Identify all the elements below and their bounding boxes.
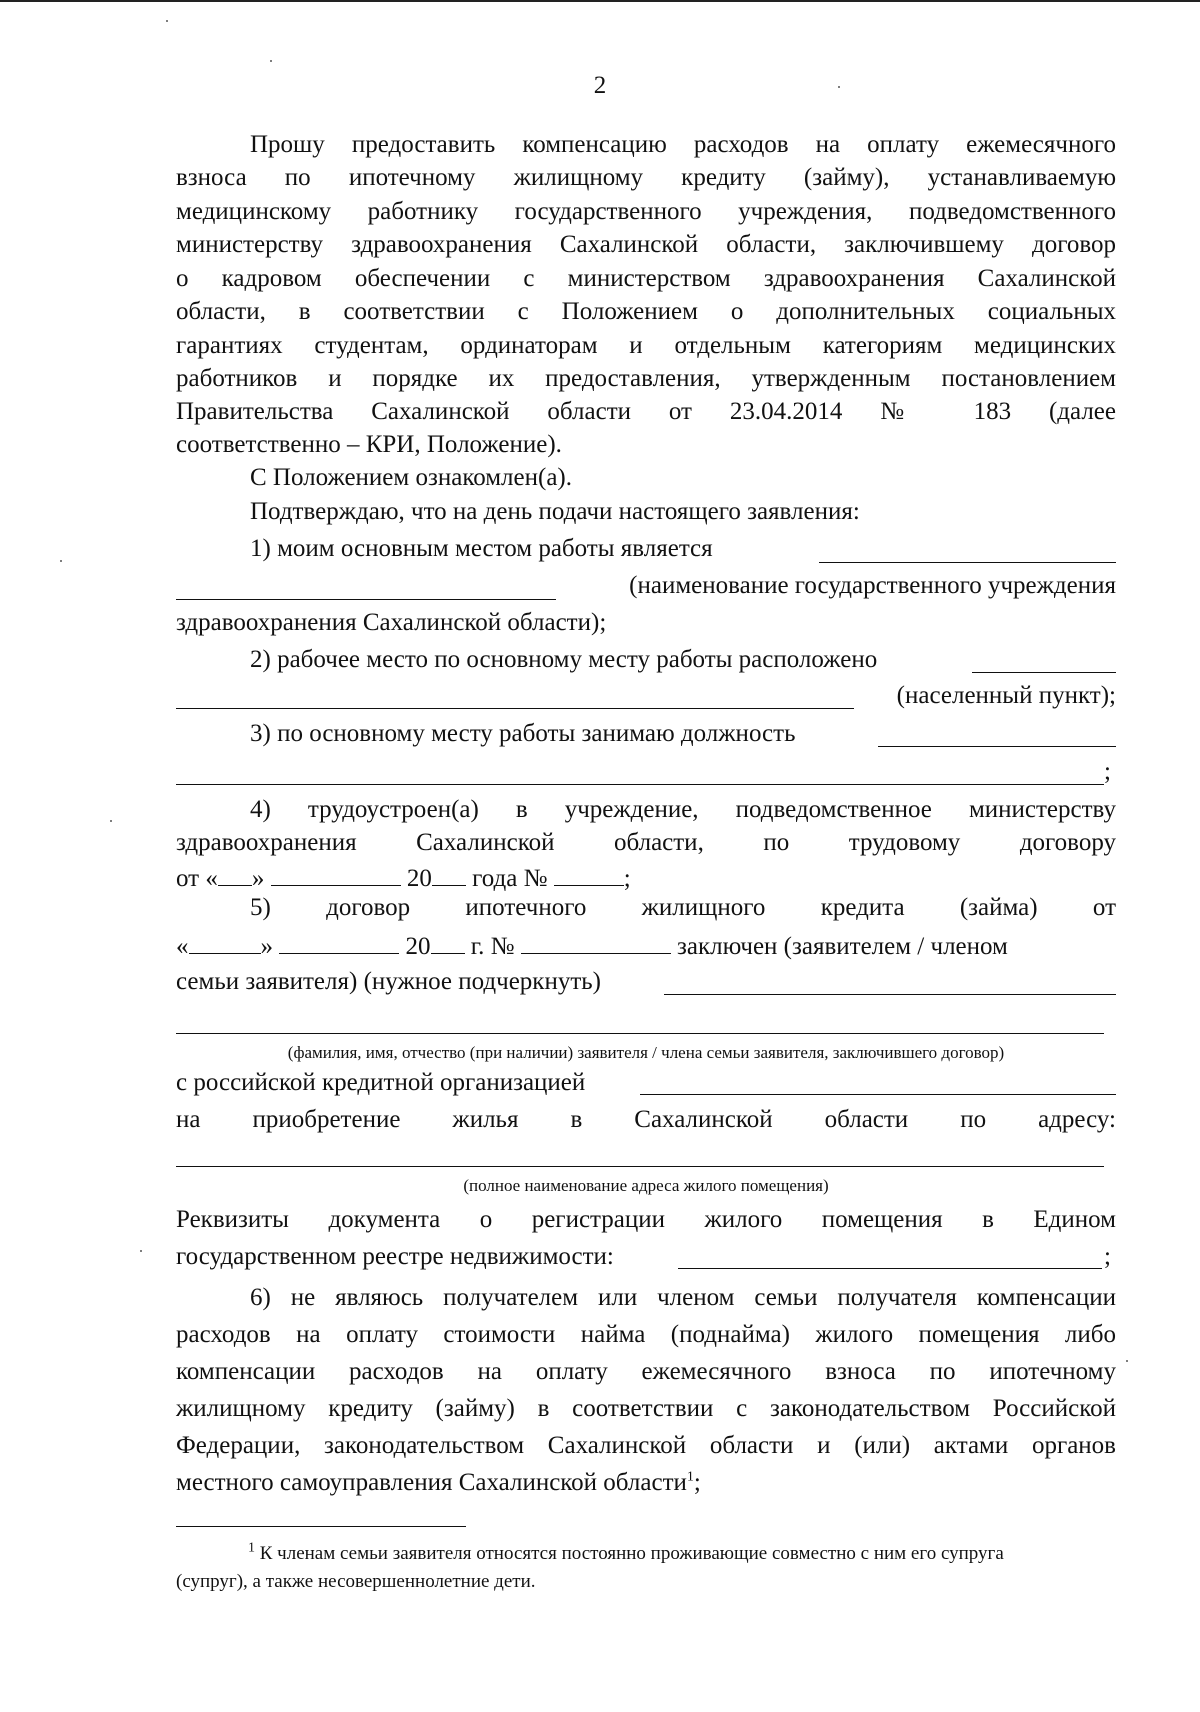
item5-line3: семьи заявителя) (нужное подчеркнуть) [176, 968, 601, 995]
borrower-name-caption: (фамилия, имя, отчество (при наличии) заявителя / члена семьи заявителя, заключившего договор) [287, 1043, 1005, 1062]
page-number: 2 [593, 72, 607, 99]
footnote-separator [176, 1526, 466, 1527]
contract-number-label: года № [472, 865, 548, 892]
intro-line: Правительства Сахалинской области от 23.04.2014 № 183 (далее [176, 398, 1116, 425]
item1-label: 1) моим основным местом работы является [250, 535, 713, 562]
item4-semicolon: ; [623, 865, 631, 892]
intro-line: взноса по ипотечному жилищному кредиту (займу), устанавливаемую [176, 164, 1116, 191]
item5-line1: 5) договор ипотечного жилищного кредита (займа) от [250, 894, 1116, 921]
item6-line: 6) не являюсь получателем или членом семьи получателя компенсации [250, 1284, 1116, 1311]
item1-line3: здравоохранения Сахалинской области); [176, 609, 607, 636]
intro-line: Прошу предоставить компенсацию расходов на оплату ежемесячного [250, 131, 1116, 158]
intro-line: гарантиях студентам, ординаторам и отдельным категориям медицинских [176, 332, 1116, 359]
item5-line2 [176, 929, 1116, 962]
footnote-line1 [248, 1540, 1116, 1568]
acquainted-text: С Положением ознакомлен(а). [250, 464, 572, 491]
intro-line: министерству здравоохранения Сахалинской области, заключившему договор [176, 231, 1116, 258]
item4-line2: здравоохранения Сахалинской области, по трудовому договору [176, 829, 1116, 856]
item6-line: местного самоуправления Сахалинской области [176, 1469, 687, 1496]
item6-semicolon: ; [693, 1469, 701, 1496]
purchase-line: на приобретение жилья в Сахалинской области по адресу: [176, 1106, 1116, 1133]
contract-day-field[interactable] [218, 861, 252, 886]
intro-line: области, в соответствии с Положением о дополнительных социальных [176, 298, 1116, 325]
item4-line3 [176, 861, 1116, 894]
scan-speck [140, 1250, 142, 1252]
property-address-field[interactable] [176, 1166, 1104, 1167]
position-field-continued[interactable] [176, 784, 1104, 785]
intro-line: медицинскому работнику государственного учреждения, подведомственного [176, 198, 1116, 225]
scan-speck [270, 60, 272, 62]
item3-line1: 3) по основному месту работы занимаю должность [250, 720, 796, 747]
item2-line1: 2) рабочее место по основному месту работы расположено [250, 646, 878, 673]
item6-line: расходов на оплату стоимости найма (поднайма) жилого помещения либо [176, 1321, 1116, 1348]
loan-year-prefix: 20 [405, 933, 431, 960]
item6-last-line [176, 1468, 1116, 1498]
loan-concluded-text: заключен (заявителем / членом [677, 933, 1008, 960]
intro-line: работников и порядке их предоставления, утвержденным постановлением [176, 365, 1116, 392]
confirm-text: Подтверждаю, что на день подачи настоящего заявления: [250, 498, 860, 525]
item6-line: Федерации, законодательством Сахалинской области и (или) актами органов [176, 1432, 1116, 1459]
quote-open: « [176, 933, 189, 960]
scan-speck [166, 20, 168, 22]
footnote-line2: (супруг), а также несовершеннолетние дети. [176, 1571, 536, 1592]
borrower-name-field-continued[interactable] [176, 1033, 1104, 1034]
scan-speck [1126, 1360, 1128, 1362]
loan-month-field[interactable] [279, 929, 399, 954]
loan-year-field[interactable] [431, 929, 465, 954]
workplace-location-field[interactable] [972, 672, 1116, 673]
scan-speck [838, 86, 840, 88]
contract-year-prefix: 20 [406, 865, 432, 892]
item2-caption: (населенный пункт); [896, 682, 1116, 709]
position-field[interactable] [878, 746, 1116, 747]
workplace-location-field-continued[interactable] [176, 708, 854, 709]
contract-number-field[interactable] [554, 861, 624, 886]
item1-line1 [250, 534, 1116, 564]
contract-from-label: от « [176, 865, 218, 892]
footnote-reference: 1 [686, 1469, 694, 1485]
registry-line1: Реквизиты документа о регистрации жилого помещения в Едином [176, 1206, 1116, 1233]
loan-number-label: г. № [470, 933, 515, 960]
contract-month-field[interactable] [271, 861, 401, 886]
footnote-mark: 1 [248, 1540, 255, 1556]
quote-close: » [251, 865, 265, 892]
loan-number-field[interactable] [521, 929, 671, 954]
contract-year-field[interactable] [432, 861, 466, 886]
intro-line: о кадровом обеспечении с министерством здравоохранения Сахалинской [176, 265, 1116, 292]
borrower-name-field[interactable] [664, 994, 1116, 995]
item3-semicolon: ; [1104, 758, 1111, 785]
registry-label: государственном реестре недвижимости: [176, 1243, 614, 1270]
footnote-text: К членам семьи заявителя относятся постоянно проживающие совместно с ним его супруга [259, 1543, 1004, 1564]
scan-speck [110, 820, 112, 822]
item6-line: компенсации расходов на оплату ежемесячного взноса по ипотечному [176, 1358, 1116, 1385]
item1-caption: (наименование государственного учреждения [629, 572, 1116, 599]
item6-line: жилищному кредиту (займу) в соответствии с законодательством Российской [176, 1395, 1116, 1422]
item4-line1: 4) трудоустроен(а) в учреждение, подведомственное министерству [250, 796, 1116, 823]
bank-field[interactable] [640, 1094, 1116, 1095]
registry-field[interactable] [678, 1268, 1102, 1269]
bank-label: с российской кредитной организацией [176, 1069, 586, 1096]
property-address-caption: (полное наименование адреса жилого помещения) [463, 1176, 829, 1195]
quote-close: » [260, 933, 273, 960]
workplace-field[interactable] [819, 562, 1116, 563]
scan-speck [60, 560, 62, 562]
top-edge-line [0, 0, 1200, 2]
workplace-field-continued[interactable] [176, 599, 556, 600]
intro-line: соответственно – КРИ, Положение). [176, 431, 562, 458]
loan-day-field[interactable] [189, 929, 261, 954]
registry-semicolon: ; [1104, 1243, 1111, 1270]
